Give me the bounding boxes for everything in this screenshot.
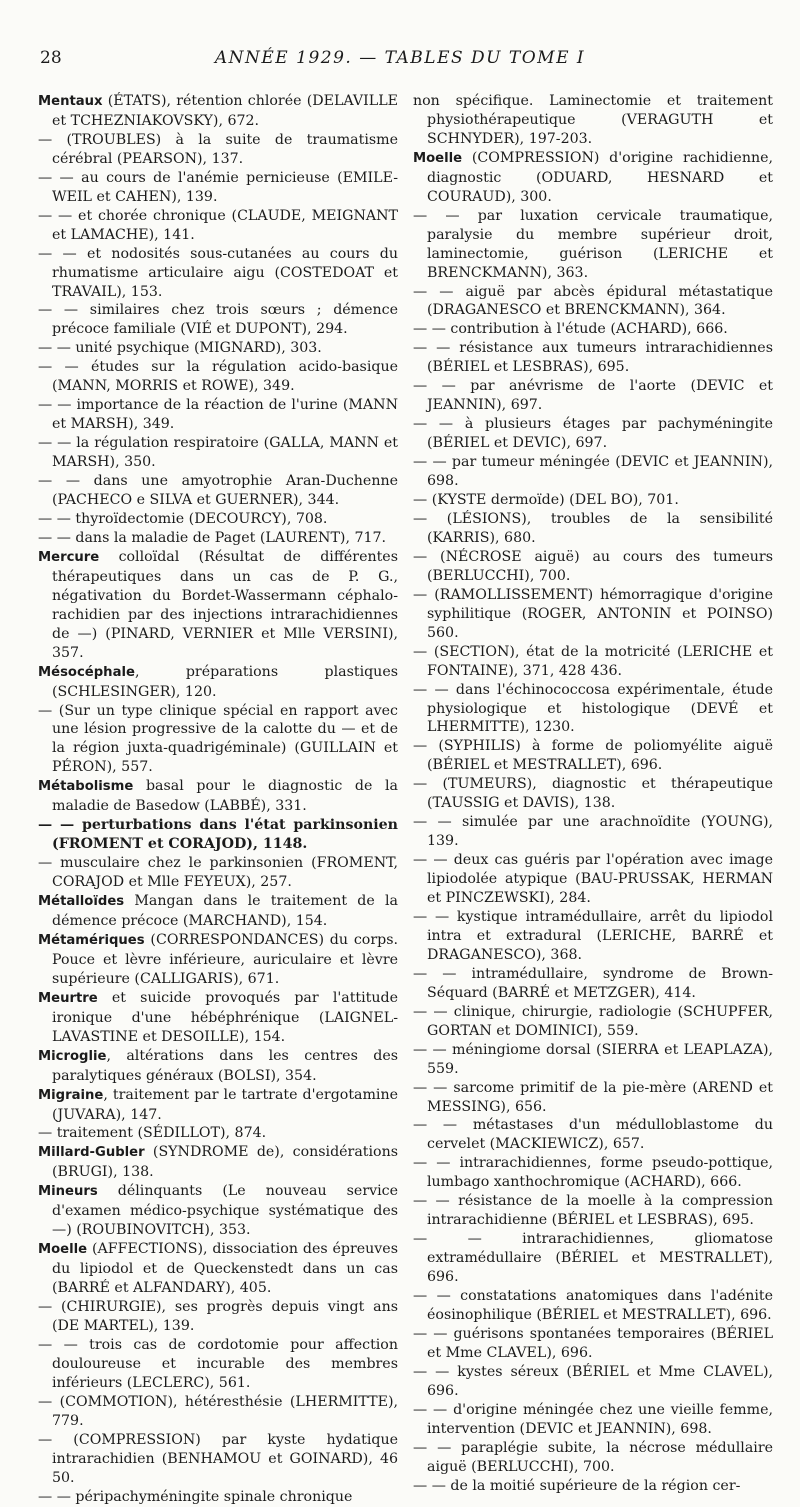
index-entry-text: — — d'origine méningée chez une vieille femme, intervention (DEVIC et JEANNIN), 698. — [413, 1401, 773, 1437]
page-header — [40, 48, 760, 72]
index-entry-text: — — intramédullaire, syndrome de Brown-Séquard (BARRÉ et METZGER), 414. — [413, 965, 773, 1001]
index-entry-text: — — paraplégie subite, la nécrose médullaire aiguë (BERLUCCHI), 700. — [413, 1439, 773, 1475]
index-entry — [38, 301, 398, 339]
index-entry — [413, 681, 773, 738]
running-title: ANNÉE 1929. — TABLES DU TOME I — [214, 48, 586, 68]
index-entry — [413, 1003, 773, 1041]
index-entry — [413, 1363, 773, 1401]
index-entry — [413, 1401, 773, 1439]
index-entry — [38, 1298, 398, 1336]
index-entry — [38, 931, 398, 989]
index-entry — [413, 491, 773, 510]
index-entry-text: basal pour le diagnostic de la maladie de Basedow (LABBÉ), 331. — [52, 778, 398, 815]
index-entry-text: — (CHIRURGIE), ses progrès depuis vingt ans (DE MARTEL), 139. — [38, 1299, 398, 1334]
index-entry-text: — — aiguë par abcès épidural métastatique (DRAGANESCO et BRENCKMANN), 364. — [413, 283, 773, 319]
index-term: Microglie — [38, 1048, 107, 1064]
index-entry — [413, 775, 773, 813]
index-entry — [413, 1079, 773, 1117]
index-entry — [38, 1124, 398, 1143]
index-entry-text: — — dans une amyotrophie Aran-Duchenne (PACHECO e SILVA et GUERNER), 344. — [38, 473, 398, 509]
index-entry-text: — — deux cas guéris par l'opération avec image lipiodolée atypique (BAU-PRUSSAK, HERMAN et PINCZEWSKI), 284. — [413, 852, 773, 907]
index-entry — [413, 377, 773, 415]
index-entry — [38, 702, 398, 778]
index-entry-text: — — au cours de l'anémie pernicieuse (EMILE-WEIL et CAHEN), 139. — [38, 169, 398, 205]
index-entry — [38, 510, 398, 529]
index-entry-text: — (SYPHILIS) à forme de poliomyélite aiguë (BÉRIEL et MESTRALLET), 696. — [413, 738, 773, 774]
index-entry — [38, 169, 398, 207]
index-term: Mineurs — [38, 1184, 98, 1200]
index-entry-text: — (RAMOLLISSEMENT) hémorragique d'origine syphilitique (ROGER, ANTONIN et POINSO) 560. — [413, 586, 773, 641]
index-entry — [413, 510, 773, 548]
index-entry-text: — (Sur un type clinique spécial en rapport avec une lésion progressive de la calotte du — et de la région juxta-quadrigéminale) (GUILLAIN et PÉRON), 557. — [38, 702, 398, 776]
index-entry — [413, 586, 773, 643]
index-entry-text: — — guérisons spontanées temporaires (BÉRIEL et Mme CLAVEL), 696. — [413, 1325, 773, 1361]
index-entry — [38, 207, 398, 245]
index-entry-text: — — résistance de la moelle à la compression intrarachidienne (BÉRIEL et LESBRAS), 695. — [413, 1193, 773, 1229]
index-entry — [38, 1182, 398, 1240]
index-entry — [38, 358, 398, 396]
index-entry — [413, 1325, 773, 1363]
index-term: Mentaux — [38, 94, 103, 109]
index-entry — [413, 851, 773, 908]
index-entry-text: , altérations dans les centres des paralytiques généraux (BOLSI), 354. — [52, 1047, 398, 1084]
page-number: 28 — [40, 48, 62, 68]
index-entry-text: — — par anévrisme de l'aorte (DEVIC et JEANNIN), 697. — [413, 378, 773, 414]
index-entry-text: (COMPRESSION) d'origine rachidienne, diagnostic (ODUARD, HESNARD et COURAUD), 300. — [427, 149, 773, 205]
index-entry — [38, 892, 398, 931]
index-entry-text: — — kystes séreux (BÉRIEL et Mme CLAVEL), 696. — [413, 1363, 773, 1399]
index-entry — [413, 339, 773, 377]
index-entry — [38, 663, 398, 702]
index-entry-text: et suicide provoqués par l'attitude ironique d'une hébéphrénique (LAIGNEL-LAVASTINE et DESOILLE), 154. — [52, 989, 398, 1045]
index-entry-text: — — intrarachidiennes, gliomatose extramédullaire (BÉRIEL et MESTRALLET), 696. — [413, 1231, 773, 1286]
index-entry-text: — — par luxation cervicale traumatique, paralysie du membre supérieur droit, laminectomie, guérison (LERICHE et BRENCKMANN), 363. — [413, 207, 773, 281]
index-entry-text: (AFFECTIONS), dissociation des épreuves du lipiodol et de Queckenstedt dans un cas (BARRÉ et ALFANDARY), 405. — [52, 1241, 398, 1297]
index-entry-text: — — études sur la régulation acido-basique (MANN, MORRIS et ROWE), 349. — [38, 359, 398, 395]
index-entry — [413, 1477, 773, 1496]
index-entry-text: — — dans l'échinococcosa expérimentale, étude physiologique et histologique (DEVÉ et LHERMITTE), 1230. — [413, 681, 773, 736]
index-entry-text: — traitement (SÉDILLOT), 874. — [38, 1125, 267, 1142]
index-entry — [413, 813, 773, 851]
index-term: Mésocéphale — [38, 664, 135, 680]
index-entry — [413, 1116, 773, 1154]
index-entry-text: — — résistance aux tumeurs intrarachidiennes (BÉRIEL et LESBRAS), 695. — [413, 340, 773, 376]
index-term: Migraine — [38, 1087, 104, 1103]
index-entry-text: — — méningiome dorsal (SIERRA et LEAPLAZA), 559. — [413, 1041, 773, 1077]
index-entry — [413, 453, 773, 491]
index-term: Métabolisme — [38, 779, 134, 795]
index-entry-text: — — clinique, chirurgie, radiologie (SCHUPFER, GORTAN et DOMINICI), 559. — [413, 1003, 773, 1039]
index-entry — [413, 1287, 773, 1325]
index-entry-text: — — trois cas de cordotomie pour affection douloureuse et incurable des membres inférieurs (LECLERC), 561. — [38, 1336, 398, 1391]
index-entry-text: non spécifique. Laminectomie et traitement physiothérapeutique (VERAGUTH et SCHNYDER), 197-203. — [413, 93, 773, 147]
index-entry-text: — — kystique intramédullaire, arrêt du lipiodol intra et extradural (LERICHE, BARRÉ et DRAGANESCO), 368. — [413, 908, 773, 963]
index-entry-text: — (COMPRESSION) par kyste hydatique intrarachidien (BENHAMOU et GOINARD), 46 50. — [38, 1431, 398, 1486]
right-column — [413, 92, 773, 1494]
index-entry — [38, 434, 398, 472]
index-entry-text: délinquants (Le nouveau service d'examen médico-psychique systématique des —) (ROUBINOVITCH), 353. — [52, 1183, 398, 1239]
index-term: Métalloïdes — [38, 894, 125, 910]
index-term: Moelle — [38, 1242, 88, 1258]
index-entry — [38, 1143, 398, 1182]
index-entry — [38, 339, 398, 358]
index-entry-text: — (COMMOTION), hétéresthésie (LHERMITTE), 779. — [38, 1393, 398, 1429]
left-column — [38, 92, 398, 1505]
index-entry — [38, 816, 398, 854]
index-entry-text: Mangan dans le traitement de la démence précoce (MARCHAND), 154. — [52, 893, 398, 929]
index-entry — [413, 965, 773, 1003]
index-entry-text: — — unité psychique (MIGNARD), 303. — [38, 340, 322, 357]
index-entry-text: — (LÉSIONS), troubles de la sensibilité (KARRIS), 680. — [413, 510, 773, 546]
index-entry — [38, 529, 398, 548]
index-term: Mercure — [38, 549, 100, 565]
index-entry-text: — — contribution à l'étude (ACHARD), 666. — [413, 321, 728, 338]
index-entry — [413, 320, 773, 339]
index-entry-text: — musculaire chez le parkinsonien (FROMENT, CORAJOD et Mlle FEYEUX), 257. — [38, 855, 398, 891]
index-entry — [413, 737, 773, 775]
index-entry-text: — — simulée par une arachnoïdite (YOUNG), 139. — [413, 814, 773, 850]
index-entry-text: — — importance de la réaction de l'urine (MANN et MARSH), 349. — [38, 397, 398, 433]
index-term: Métamériques — [38, 932, 145, 948]
index-entry-text: — — la régulation respiratoire (GALLA, MANN et MARSH), 350. — [38, 435, 398, 471]
index-entry-text: — — perturbations dans l'état parkinsonien (FROMENT et CORAJOD), 1148. — [38, 817, 398, 853]
index-entry-text: — — similaires chez trois sœurs ; démence précoce familiale (VIÉ et DUPONT), 294. — [38, 302, 398, 338]
index-entry — [413, 207, 773, 283]
index-entry — [38, 1393, 398, 1431]
index-entry — [38, 131, 398, 169]
index-entry — [413, 1154, 773, 1192]
index-term: Moelle — [413, 150, 463, 166]
index-entry — [38, 396, 398, 434]
index-entry — [413, 92, 773, 149]
index-entry-text: , traitement par le tartrate d'ergotamine (JUVARA), 147. — [52, 1086, 398, 1123]
index-entry — [413, 415, 773, 453]
index-entry — [38, 245, 398, 302]
index-entry-text: — (NÉCROSE aiguë) au cours des tumeurs (BERLUCCHI), 700. — [413, 548, 773, 584]
index-entry-text: (CORRESPONDANCES) du corps. Pouce et lèvre inférieure, auriculaire et lèvre supérieure (CALLIGARIS), 671. — [52, 931, 398, 987]
index-entry-text: — (TROUBLES) à la suite de traumatisme cérébral (PEARSON), 137. — [38, 131, 398, 167]
index-entry — [413, 1439, 773, 1477]
index-entry-text: — — intrarachidiennes, forme pseudo-pottique, lumbago xanthochromique (ACHARD), 666. — [413, 1155, 773, 1191]
index-entry — [413, 149, 773, 207]
index-entry — [413, 1192, 773, 1230]
index-entry — [38, 1431, 398, 1488]
index-entry-text: — — dans la maladie de Paget (LAURENT), 717. — [38, 529, 387, 546]
index-entry — [38, 854, 398, 892]
index-entry — [38, 989, 398, 1047]
index-entry — [413, 283, 773, 321]
index-entry — [38, 1047, 398, 1086]
index-entry-text: — (TUMEURS), diagnostic et thérapeutique (TAUSSIG et DAVIS), 138. — [413, 776, 773, 812]
index-entry-text: (SYNDROME de), considérations (BRUGI), 138. — [52, 1144, 398, 1181]
index-entry — [413, 643, 773, 681]
index-entry — [38, 1336, 398, 1393]
index-entry — [38, 92, 398, 131]
index-entry — [38, 1240, 398, 1298]
index-entry-text: — — par tumeur méningée (DEVIC et JEANNIN), 698. — [413, 454, 773, 490]
index-entry — [413, 1230, 773, 1287]
index-entry — [38, 548, 398, 663]
index-entry-text: colloïdal (Résultat de différentes thérapeutiques dans un cas de P. G., négativation du Bordet-Wassermann céphalo-rachidien par des injections intrarachidiennes de —) (PINARD, VERNIER et Mlle VERSINI), 357. — [52, 548, 398, 661]
index-entry — [413, 548, 773, 586]
index-entry-text: — (SECTION), état de la motricité (LERICHE et FONTAINE), 371, 428 436. — [413, 643, 773, 679]
index-entry — [38, 1086, 398, 1125]
index-term: Meurtre — [38, 990, 98, 1006]
index-entry-text: — — et nodosités sous-cutanées au cours du rhumatisme articulaire aigu (COSTEDOAT et TRAVAIL), 153. — [38, 245, 398, 300]
index-entry-text: (ÉTATS), rétention chlorée (DELAVILLE et TCHEZNIAKOVSKY), 672. — [52, 93, 398, 129]
index-entry-text: — — de la moitié supérieure de la région cer- — [413, 1477, 741, 1494]
index-entry-text: — — sarcome primitif de la pie-mère (AREND et MESSING), 656. — [413, 1079, 773, 1115]
index-entry-text: — — métastases d'un médulloblastome du cervelet (MACKIEWICZ), 657. — [413, 1117, 773, 1153]
index-entry — [413, 908, 773, 965]
index-entry — [38, 777, 398, 816]
index-term: Millard-Gubler — [38, 1145, 145, 1161]
index-entry-text: — — péripachyméningite spinale chronique — [38, 1488, 353, 1505]
index-entry — [413, 1041, 773, 1079]
index-entry-text: — — thyroïdectomie (DECOURCY), 708. — [38, 510, 328, 527]
index-entry-text: — — constatations anatomiques dans l'adénite éosinophilique (BÉRIEL et MESTRALLET), 696. — [413, 1288, 773, 1323]
index-entry-text: , préparations plastiques (SCHLESINGER), 120. — [52, 663, 398, 700]
index-entry — [38, 472, 398, 510]
index-entry-text: — — à plusieurs étages par pachyméningite (BÉRIEL et DEVIC), 697. — [413, 416, 773, 452]
index-entry-text: — — et chorée chronique (CLAUDE, MEIGNANT et LAMACHE), 141. — [38, 207, 398, 243]
index-entry — [38, 1488, 398, 1507]
index-entry-text: — (KYSTE dermoïde) (DEL BO), 701. — [413, 492, 679, 509]
